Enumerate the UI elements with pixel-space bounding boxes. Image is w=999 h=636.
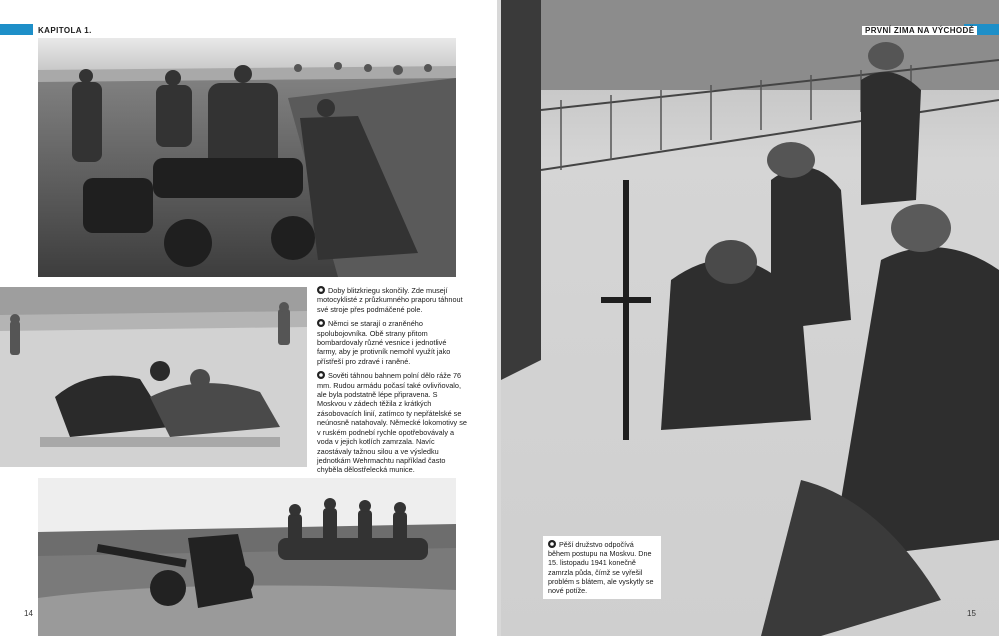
caption-field-gun: Sověti táhnou bahnem polní dělo ráže 76 mm. Rudou armádu počasí také ovlivňovalo, ale byla podstatně lépe připravena. S Moskvou v zádech těžila z krátkých zásobovacích linií, zatímco ty nepřátelské se neúnosně natahovaly. Německé lokomotivy se v ruském podnebí rychle opotřebovávaly a voda v jejich kotlích zamrzala. Navíc zaostávaly tažnou silou a ve výsledku jednotkám Wehrmachtu například často chyběla dělostřelecká munice. bbox=[317, 371, 467, 475]
photo-field-gun bbox=[38, 478, 456, 636]
photo-motorcyclists bbox=[38, 38, 456, 277]
caption-motorcyclists: Doby blitzkriegu skončily. Zde musejí motocyklisté z průzkumného praporu táhnout své stroje přes podmáčené pole. bbox=[317, 286, 463, 314]
camera-bullet-icon bbox=[317, 286, 325, 294]
chapter-title: PRVNÍ ZIMA NA VÝCHODĚ bbox=[862, 26, 977, 35]
chapter-label: KAPITOLA 1. bbox=[38, 26, 92, 35]
caption-wounded: Němci se starají o zraněného spolubojovníka. Obě strany přitom bombardovaly různé vesnice i jednotlivé farmy, aby je protivník nemohl využít jako přístřeší pro zdravé i raněné. bbox=[317, 319, 451, 366]
page-number-right: 15 bbox=[967, 609, 976, 618]
camera-bullet-icon bbox=[317, 371, 325, 379]
left-page bbox=[0, 0, 497, 636]
caption-column bbox=[317, 286, 467, 480]
caption-infantry-squad: Pěší družstvo odpočívá během postupu na Moskvu. Dne 15. listopadu 1941 konečně zamrzla půda, čímž se vyřešil problém s blátem, ale vyskytly se nové potíže. bbox=[543, 536, 661, 599]
camera-bullet-icon bbox=[548, 540, 556, 548]
chapter-color-bar bbox=[0, 24, 33, 35]
camera-bullet-icon bbox=[317, 319, 325, 327]
photo-wounded-soldier bbox=[0, 287, 307, 467]
page-number-left: 14 bbox=[24, 609, 33, 618]
